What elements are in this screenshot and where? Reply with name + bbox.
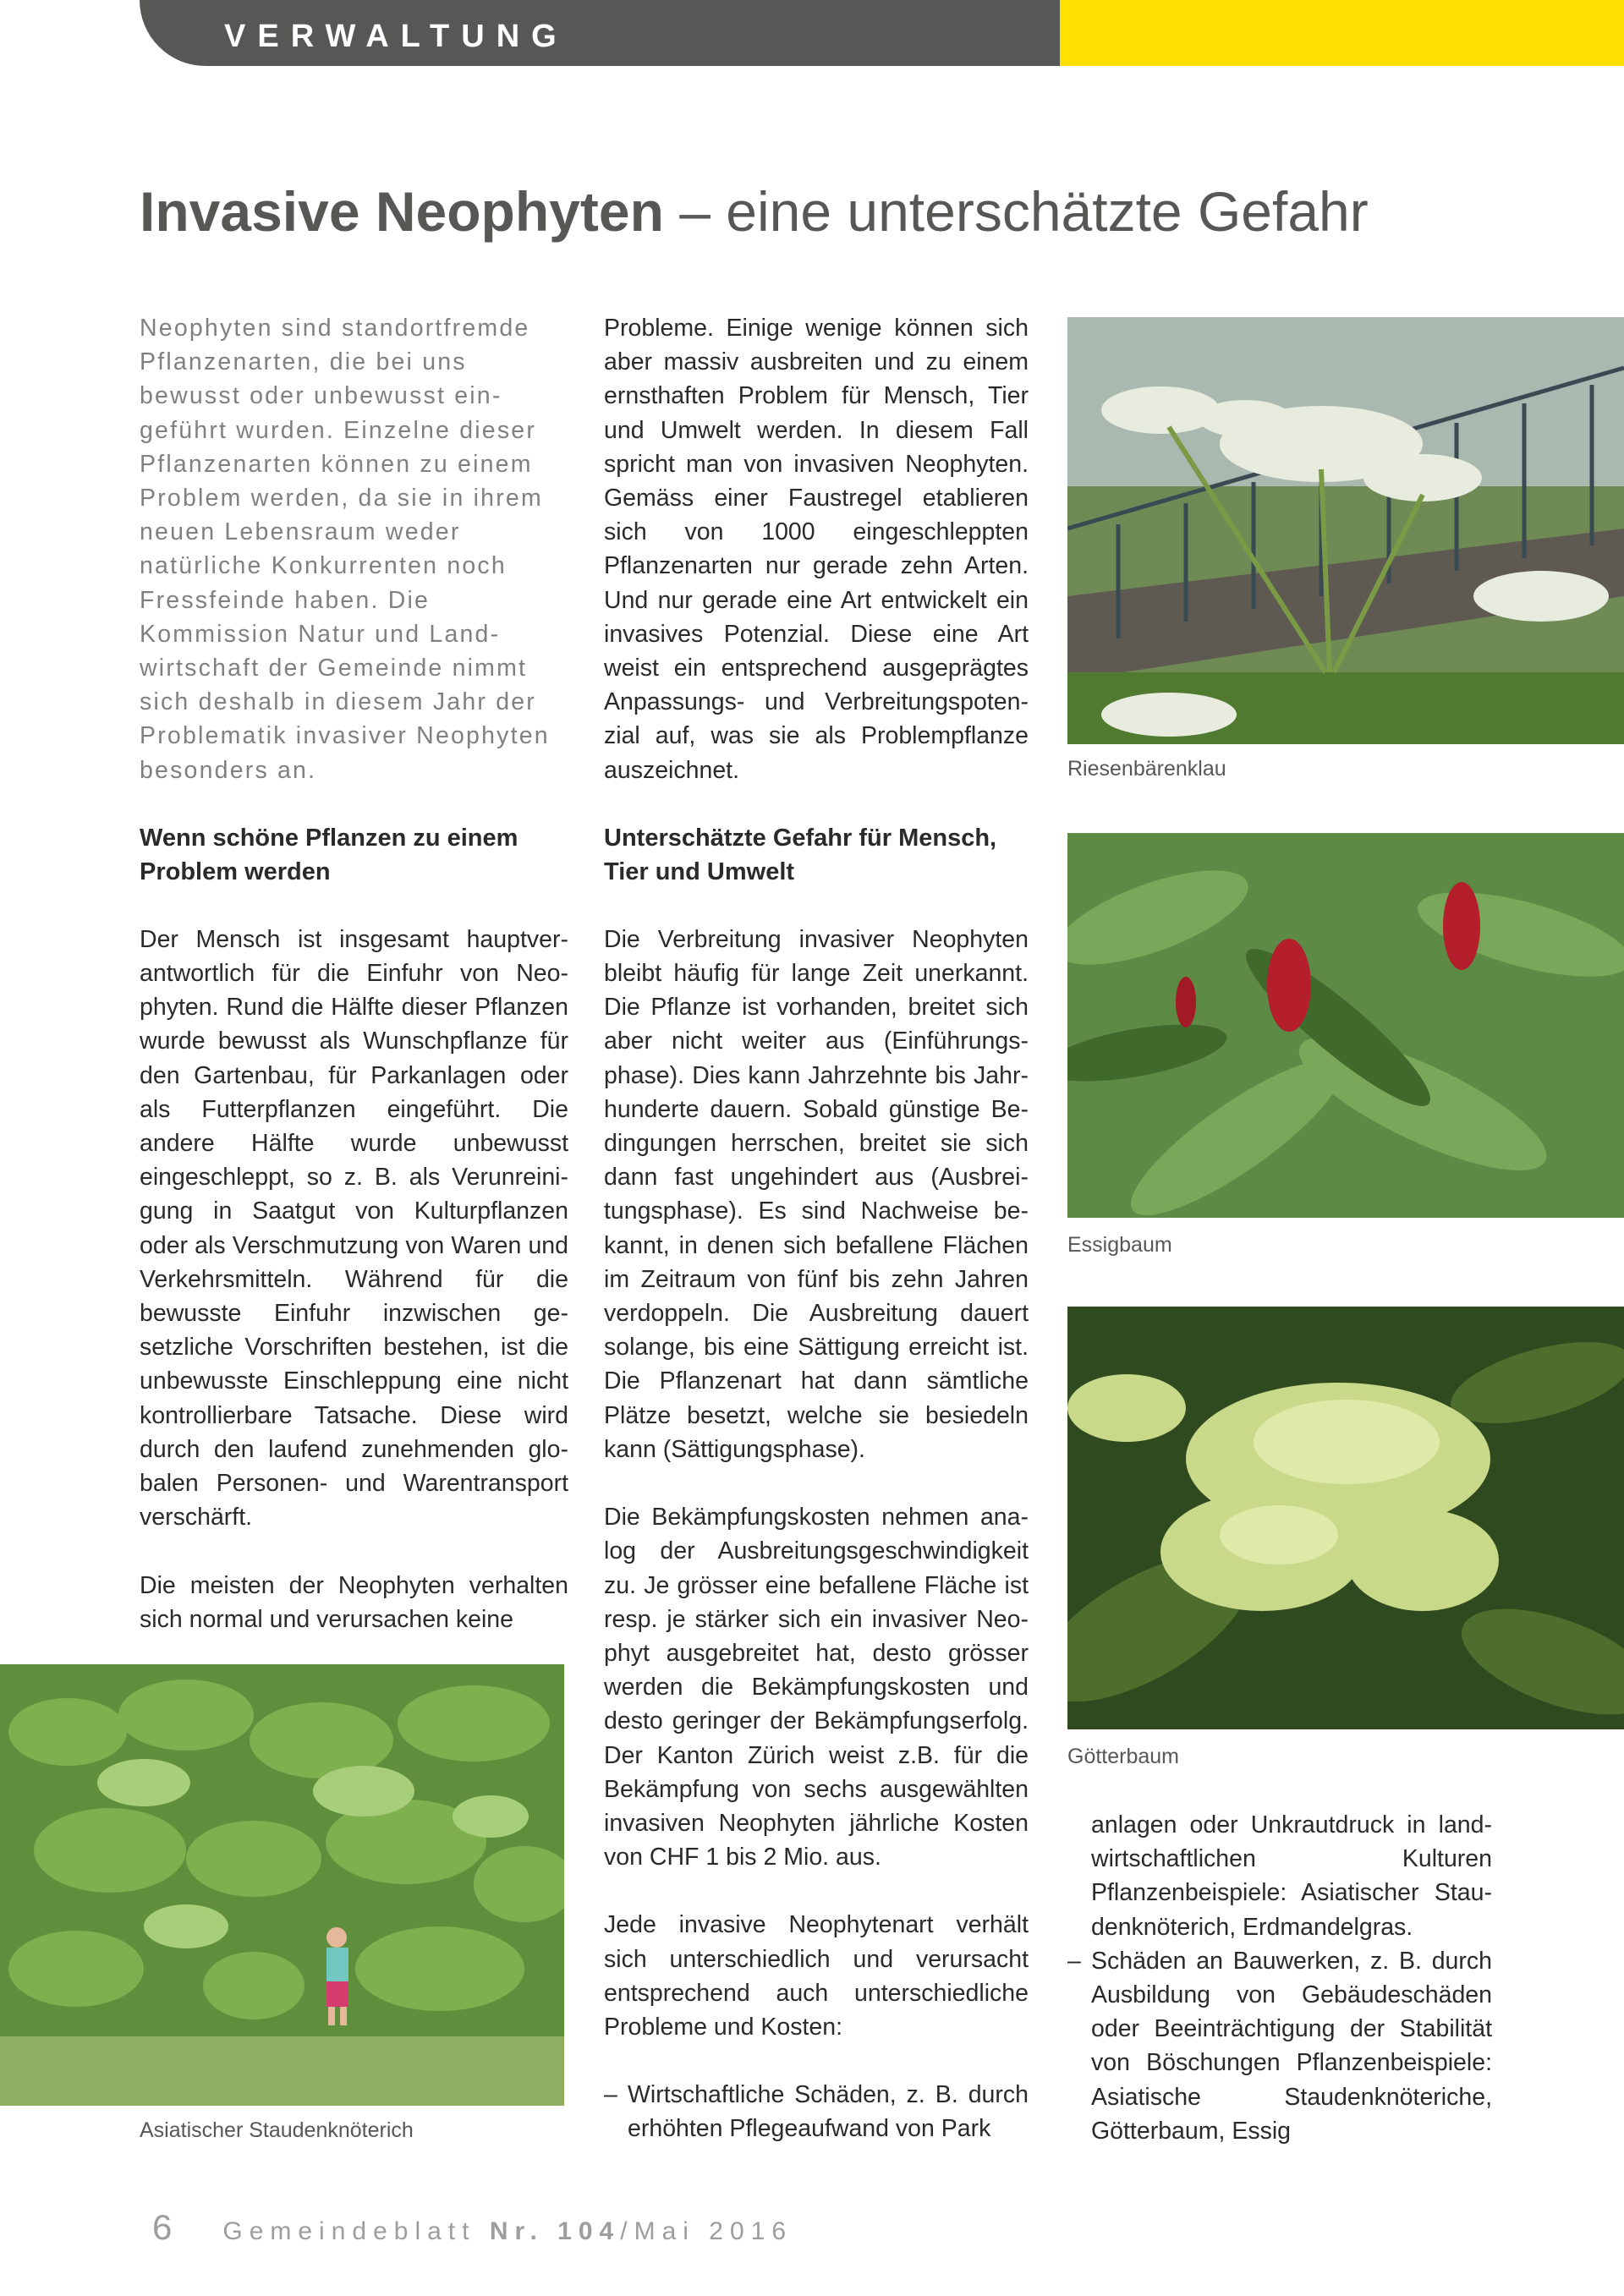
title-rest: – eine unterschätzte Gefahr xyxy=(663,180,1369,243)
caption-essigbaum: Essigbaum xyxy=(1067,1233,1172,1257)
photo-goetterbaum xyxy=(1067,1307,1624,1729)
publication-name: Gemeindeblatt xyxy=(222,2217,476,2245)
article-title xyxy=(140,179,1369,244)
photo-essigbaum xyxy=(1067,833,1624,1218)
title-bold: Invasive Neophyten xyxy=(140,180,664,243)
section-label: VERWALTUNG xyxy=(224,19,568,54)
issue-number: Nr. 104 xyxy=(489,2217,621,2245)
damage-list-continued xyxy=(1067,1944,1492,2148)
caption-goetterbaum: Götterbaum xyxy=(1067,1745,1180,1768)
col2-paragraph-2: Die Verbreitung invasiver Neophyten bleibt häufig für lange Zeit unerkannt. Die Pflanze ist vorhanden, breitet sich aber nicht weiter aus (Einführungsphase). Dies kann Jahrzehnte bis Jahrhunderte dauern. Sobald günstige Bedingungen herrschen, breitet sie sich dann fast ungehindert aus (Ausbreitungsphase). Es sind Nachweise bekannt, in denen sich befallene Flächen im Zeitraum von fünf bis zehn Jahren verdoppeln. Die Ausbreitung dauert solange, bis eine Sättigung erreicht ist. Die Pflanzenart hat dann sämtliche Plätze besetzt, welche sie besiedeln kann (Sättigungsphase). xyxy=(604,925,1029,1463)
damage-list xyxy=(604,2078,1029,2145)
page-number: 6 xyxy=(152,2207,173,2247)
header-accent-bar xyxy=(1060,0,1624,66)
page-footer xyxy=(152,2207,793,2248)
intro-paragraph: Neophyten sind standortfremde Pflanzenarten, die bei uns bewusst oder unbewusst eingeführt wurden. Einzelne dieser Pflanzenarten können zu einem Problem werden, da sie in ihrem neuen Lebensraum weder natürliche Konkurrenten noch Fressfeinde haben. Die Kommission Natur und Landwirtschaft der Gemeinde nimmt sich deshalb in diesem Jahr der Problematik invasiver Neophyten besonders an. xyxy=(140,315,550,784)
photo-staudenknoeterich xyxy=(0,1664,564,2106)
heading-2: Unterschätzte Gefahr für Mensch, Tier und Umwelt xyxy=(604,824,997,885)
col2-paragraph-1: Probleme. Einige wenige können sich aber massiv ausbreiten und zu einem ernsthaften Problem für Mensch, Tier und Umwelt werden. In diesem Fall spricht man von invasiven Neophyten. Gemäss einer Faustregel etablieren sich von 1000 eingeschleppten Pflanzenarten nur gerade zehn Arten. Und nur gerade eine Art entwickelt ein invasives Potenzial. Diese eine Art weist ein entsprechend ausgeprägtes Anpassungs- und Verbreitungspotenzial auf, was sie als Problempflanze auszeichnet. xyxy=(604,315,1029,784)
column-2 xyxy=(604,311,1029,2146)
list-item: – Wirtschaftliche Schäden, z. B. durch erhöhten Pflegeaufwand von Park xyxy=(604,2078,1029,2145)
col1-paragraph-1: Der Mensch ist insgesamt hauptverantwortlich für die Einfuhr von Neophyten. Rund die Hälfte dieser Pflanzen wurde bewusst als Wunschpflanze für den Gartenbau, für Parkanlagen oder als Futterpflanzen eingeführt. Die andere Hälfte wurde unbewusst eingeschleppt, so z. B. als Verunreinigung in Saatgut von Kulturpflanzen oder als Verschmutzung von Waren und Verkehrsmitteln. Während für die bewusste Einfuhr inzwischen gesetzliche Vorschriften bestehen, ist die unbewusste Einschleppung eine nicht kontrollierbare Tatsache. Diese wird durch den laufend zunehmenden globalen Personen- und Warentransport verschärft. xyxy=(140,925,568,1532)
column-3 xyxy=(1067,1808,1492,2148)
col2-paragraph-3: Die Bekämpfungskosten nehmen analog der Ausbreitungsgeschwindigkeit zu. Je grösser eine befallene Fläche ist resp. je stärker sich ein invasiver Neophyt ausgebreitet hat, desto grösser werden die Bekämpfungskosten und desto geringer der Bekämpfungserfolg. Der Kanton Zürich weist z.B. für die Bekämpfung von sechs ausgewählten invasiven Neophyten jährliche Kosten von CHF 1 bis 2 Mio. aus. xyxy=(604,1504,1029,1871)
heading-1: Wenn schöne Pflanzen zu einem Problem werden xyxy=(140,824,518,885)
list-item: – Schäden an Bauwerken, z. B. durch Ausbildung von Gebäudeschäden oder Beeinträchtigung der Stabilität von Böschungen Pflanzenbeispiele: Asiatische Staudenknöteriche, Götterbaum, Essig xyxy=(1067,1944,1492,2148)
issue-date: /Mai 2016 xyxy=(620,2217,793,2245)
list-item-continued: anlagen oder Unkrautdruck in landwirtschaftlichen Kulturen Pflanzenbeispiele: Asiatischer Staudenknöterich, Erdmandelgras. xyxy=(1091,1811,1492,1941)
col1-paragraph-2: Die meisten der Neophyten verhalten sich normal und verursachen keine xyxy=(140,1571,568,1633)
col2-paragraph-4: Jede invasive Neophytenart verhält sich unterschiedlich und verursacht entsprechend auch unterschiedliche Probleme und Kosten: xyxy=(604,1911,1029,2041)
photo-riesenbaerenklau xyxy=(1067,317,1624,744)
caption-staudenknoeterich: Asiatischer Staudenknöterich xyxy=(140,2118,414,2142)
caption-riesenbaerenklau: Riesenbärenklau xyxy=(1067,757,1226,781)
column-1 xyxy=(140,311,568,1636)
